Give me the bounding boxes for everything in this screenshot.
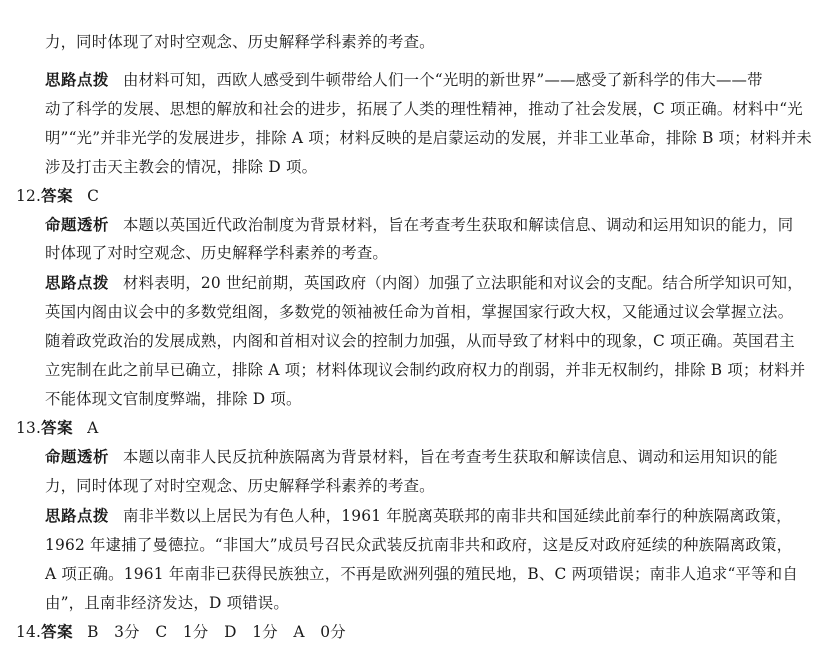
q13-analysis-label: 命题透析 [45, 448, 109, 466]
q12-hint-line-5: 不能体现文官制度弊端，排除 D 项。 [45, 390, 302, 408]
q13-hint-line-2: 1962 年逮捕了曼德拉。“非国大”成员号召民众武装反抗南非共和政府，这是反对政府延续的种族隔离政策， [45, 536, 793, 554]
q13-hint-line-1: 思路点拨 南非半数以上居民为有色人种，1961 年脱离英联邦的南非共和国延续此前奉行的种族隔离政策， [45, 507, 792, 525]
q12-hint-label: 思路点拨 [45, 274, 109, 292]
q12-analysis-label: 命题透析 [45, 216, 109, 234]
q13-answer-value: A [87, 419, 99, 437]
q13-number: 13. [16, 419, 42, 437]
q12-hint-line-4: 立宪制在此之前早已确立，排除 A 项；材料体现议会制约政府权力的削弱，并非无权制约，排除 B 项；材料并 [45, 361, 806, 379]
q12-answer [16, 186, 99, 206]
q12-hint-line-1: 思路点拨 材料表明，20 世纪前期，英国政府（内阁）加强了立法职能和对议会的支配。结合所学知识可知， [45, 274, 803, 292]
q13-analysis-line-1: 命题透析 本题以南非人民反抗种族隔离为背景材料，旨在考查考生获取和解读信息、调动和运用知识的能 [45, 448, 778, 466]
q11-hint-line-3: 明”“光”并非光学的发展进步，排除 A 项；材料反映的是启蒙运动的发展，并非工业革命，排除 B 项；材料并未 [45, 129, 812, 147]
q13-hint-line-3: A 项正确。1961 年南非已获得民族独立，不再是欧洲列强的殖民地，B、C 两项错误；南非人追求“平等和自 [45, 565, 798, 583]
q14-answer-value: B 3分 C 1分 D 1分 A 0分 [87, 623, 346, 641]
q13-answer [16, 418, 98, 438]
q13-hint-label: 思路点拨 [45, 507, 109, 525]
q11-hint-label: 思路点拨 [45, 71, 109, 89]
q11-hint-line-1: 思路点拨 由材料可知，西欧人感受到牛顿带给人们一个“光明的新世界”——感受了新科学的伟大——带 [45, 71, 763, 89]
q12-hint-line-3: 随着政党政治的发展成熟，内阁和首相对议会的控制力加强，从而导致了材料中的现象，C 项正确。英国君主 [45, 332, 795, 350]
q14-answer-label: 答案 [41, 623, 74, 641]
q12-analysis-line-2: 时体现了对时空观念、历史解释学科素养的考查。 [45, 244, 388, 262]
q14-answer [16, 622, 346, 642]
q13-analysis-line-2: 力，同时体现了对时空观念、历史解释学科素养的考查。 [45, 477, 435, 495]
q12-analysis-line-1: 命题透析 本题以英国近代政治制度为背景材料，旨在考查考生获取和解读信息、调动和运用知识的能力，同 [45, 216, 794, 234]
q12-answer-label: 答案 [41, 187, 74, 205]
q12-hint-line-2: 英国内阁由议会中的多数党组阁，多数党的领袖被任命为首相，掌握国家行政大权，又能通过议会掌握立法。 [45, 303, 794, 321]
q14-number: 14. [16, 623, 42, 641]
q13-hint-line-4: 由”，且南非经济发达，D 项错误。 [45, 594, 289, 612]
q12-number: 12. [16, 187, 42, 205]
q13-answer-label: 答案 [41, 419, 74, 437]
q11-hint-line-4: 涉及打击天主教会的情况，排除 D 项。 [45, 158, 318, 176]
q12-answer-value: C [87, 187, 100, 205]
q11-hint-line-2: 动了科学的发展、思想的解放和社会的进步，拓展了人类的理性精神，推动了社会发展，C 项正确。材料中“光 [45, 100, 803, 118]
q11-analysis-tail: 力，同时体现了对时空观念、历史解释学科素养的考查。 [45, 33, 435, 51]
